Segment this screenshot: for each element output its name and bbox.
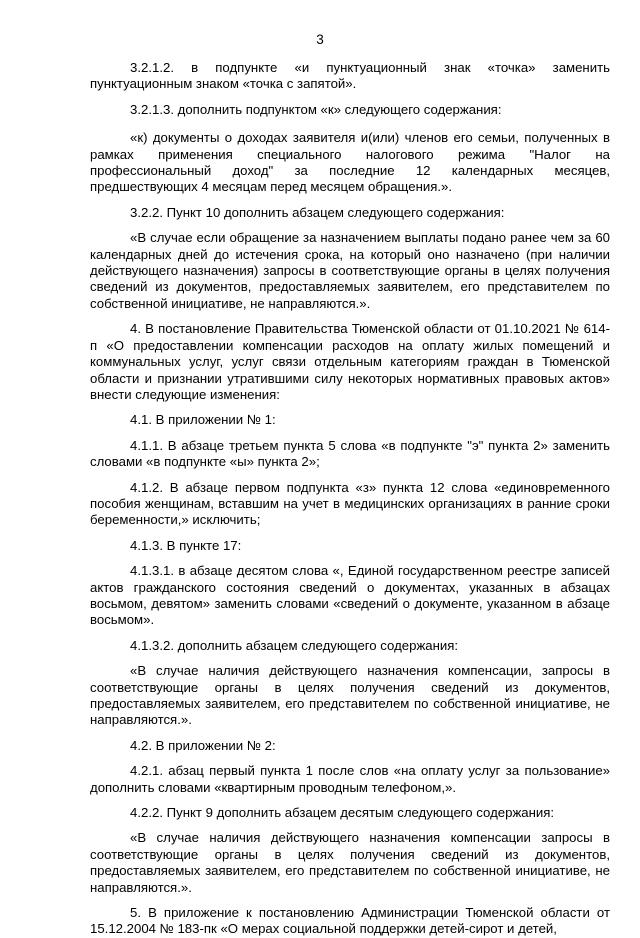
paragraph-3-2-1-3: 3.2.1.3. дополнить подпунктом «к» следующего содержания: — [130, 101, 502, 117]
page-number: 3 — [316, 32, 324, 47]
paragraph-4-1-3-2: 4.1.3.2. дополнить абзацем следующего содержания: — [130, 637, 459, 653]
paragraph-4-2: 4.2. В приложении № 2: — [130, 737, 276, 753]
paragraph-quote-60-days: «В случае если обращение за назначением выплаты подано ранее чем за 60 календарных дней до истечения срока, на который оно назначено (при наличии действующего назначения) запросы в соответствующие органы в целях получения сведений из документов, предоставляемых заявителем, его представителем по собственной инициативе, не направляются.». — [90, 230, 610, 311]
paragraph-4-2-2: 4.2.2. Пункт 9 дополнить абзацем десятым следующего содержания: — [130, 805, 555, 821]
paragraph-4-1-1: 4.1.1. В абзаце третьем пункта 5 слова «в подпункте "э" пункта 2» заменить словами «в подпункте «ы» пункта 2»; — [90, 437, 610, 470]
paragraph-4: 4. В постановление Правительства Тюменской области от 01.10.2021 № 614-п «О предоставлении компенсации расходов на оплату жилых помещений и коммунальных услуг, услуг связи отдельным категориям граждан в Тюменской области и признании утратившими силу некоторых нормативных правовых актов» внести следующие изменения: — [90, 321, 610, 402]
paragraph-5: 5. В приложение к постановлению Администрации Тюменской области от 15.12.2004 № 183-пк «О мерах социальной поддержки детей-сирот и детей, — [90, 905, 610, 937]
paragraph-4-1-3-1: 4.1.3.1. в абзаце десятом слова «, Единой государственном реестре записей актов гражданского состояния сведений о документах, указанных в абзацах восьмом, девятом» заменить словами «сведений о документе, указанном в абзаце восьмом». — [90, 563, 610, 628]
paragraph-subitem-k: «к) документы о доходах заявителя и(или) членов его семьи, полученных в рамках применения специального налогового режима "Налог на профессиональный доход" за последние 12 календарных месяцев, предшествующих 4 месяцам перед месяцем обращения.». — [90, 130, 610, 195]
document-body — [90, 60, 610, 938]
paragraph-3-2-2: 3.2.2. Пункт 10 дополнить абзацем следующего содержания: — [130, 204, 505, 220]
paragraph-quote-compensation-2: «В случае наличия действующего назначения компенсации запросы в соответствующие органы в целях получения сведений из документов, предоставляемых заявителем, его представителем по собственной инициативе, не направляются.». — [90, 830, 610, 895]
paragraph-3-2-1-2: 3.2.1.2. в подпункте «и пунктуационный знак «точка» заменить пунктуационным знаком «точка с запятой». — [90, 60, 610, 92]
paragraph-4-1-2: 4.1.2. В абзаце первом подпункта «з» пункта 12 слова «единовременного пособия женщинам, вставшим на учет в медицинских организациях в ранние сроки беременности,» исключить; — [90, 479, 610, 528]
paragraph-quote-compensation-1: «В случае наличия действующего назначения компенсации, запросы в соответствующие органы в целях получения сведений из документов, предоставляемых заявителем, его представителем по собственной инициативе, не направляются.». — [90, 663, 610, 728]
paragraph-4-1-3: 4.1.3. В пункте 17: — [130, 537, 242, 553]
paragraph-4-1: 4.1. В приложении № 1: — [130, 412, 276, 428]
paragraph-4-2-1: 4.2.1. абзац первый пункта 1 после слов «на оплату услуг за пользование» дополнить словами «квартирным проводным телефоном,». — [90, 763, 610, 795]
